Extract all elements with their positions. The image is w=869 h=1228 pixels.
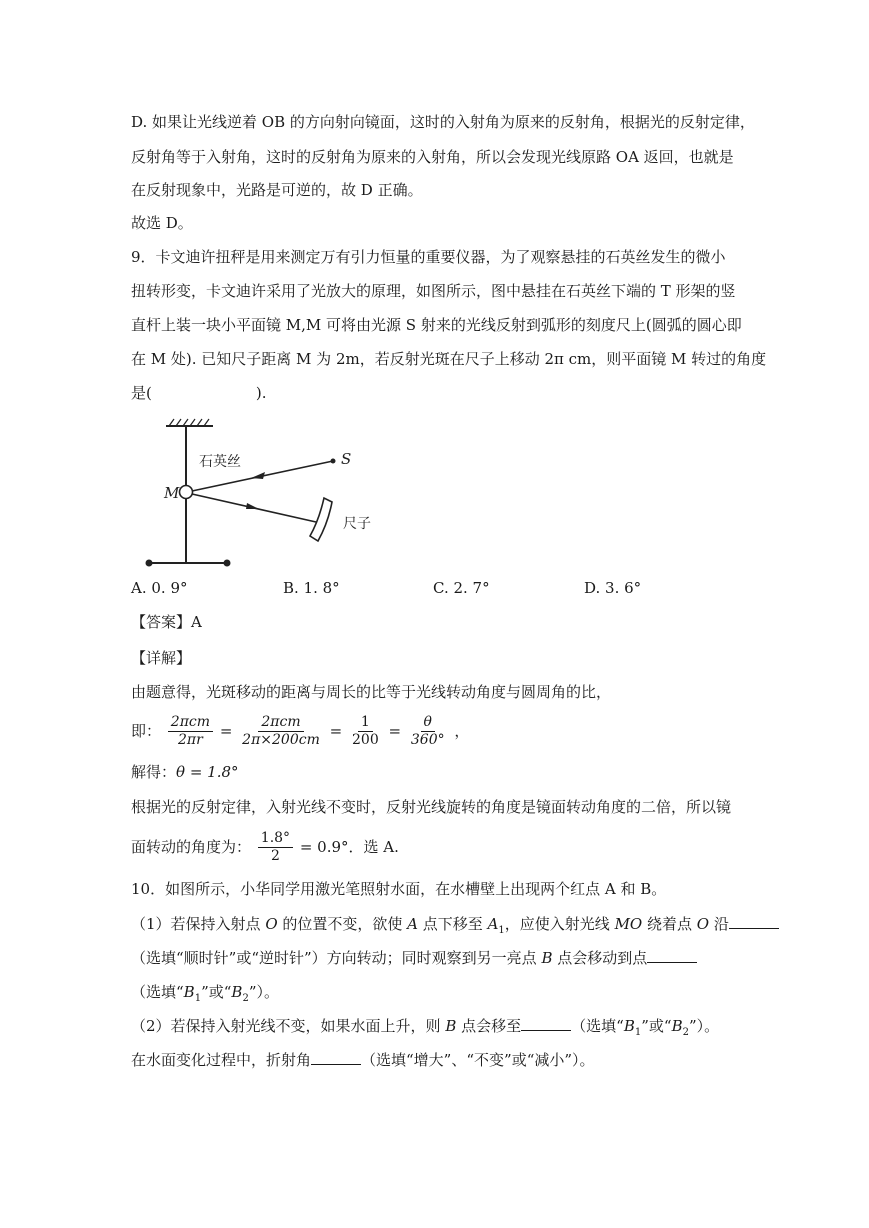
q10-part1-line-3: （选填“$B_1$”或“$B_2$”）。 bbox=[131, 983, 279, 1004]
blank-3 bbox=[521, 1030, 571, 1031]
incident-arrow bbox=[251, 472, 265, 479]
q9-paren-close: ). bbox=[255, 384, 267, 402]
ceiling-hatch bbox=[169, 419, 209, 426]
d-option-line-1: D. 如果让光线逆着 OB 的方向射向镜面，这时的入射角为原来的反射角，根据光的反射定律， bbox=[131, 113, 755, 131]
light-source-s bbox=[331, 459, 336, 464]
detail3-label: 面转动的角度为： bbox=[131, 838, 252, 856]
q9-line-2: 扭转形变，卡文迪许采用了光放大的原理，如图所示，图中悬挂在石英丝下端的 T 形架的竖 bbox=[131, 282, 736, 300]
left-ball bbox=[146, 560, 153, 567]
mirror-m bbox=[180, 486, 193, 499]
detail-line-2: 根据光的反射定律，入射光线不变时，反射光线旋转的角度是镜面转动角度的二倍，所以镜 bbox=[131, 798, 732, 816]
solve-line bbox=[131, 762, 239, 782]
blank-2 bbox=[647, 962, 697, 963]
theta-result: θ = 1.8° bbox=[176, 763, 239, 781]
q9-line-4: 在 M 处). 已知尺子距离 M 为 2m，若反射光斑在尺子上移动 2π cm，则平面镜 M 转过的角度 bbox=[131, 350, 767, 368]
blank-4 bbox=[311, 1064, 361, 1065]
option-c: C. 2. 7° bbox=[433, 579, 490, 597]
detail-line-3 bbox=[131, 826, 399, 867]
comma: ， bbox=[454, 722, 470, 740]
curved-ruler bbox=[310, 498, 332, 541]
fraction-1: $\frac{\text{2πcm}}{2\pi r}$ bbox=[168, 714, 213, 749]
label-s: S bbox=[341, 450, 352, 468]
q9-line-3: 直杆上装一块小平面镜 M,M 可将由光源 S 射来的光线反射到弧形的刻度尺上(圆弧的圆心即 bbox=[131, 316, 742, 334]
q9-paren-open: 是( bbox=[131, 384, 152, 402]
label-quartz: 石英丝 bbox=[199, 454, 241, 470]
q10-part2-line-1: （2）若保持入射光线不变，如果水面上升，则 B 点会移至 （选填“$B_1$”或“$B_2$”）。 bbox=[131, 1017, 720, 1038]
reflected-arrow bbox=[246, 503, 259, 509]
option-a: A. 0. 9° bbox=[131, 579, 188, 597]
label-ruler: 尺子 bbox=[343, 516, 371, 532]
fraction-3: $\frac{1}{200}$ bbox=[352, 713, 379, 748]
d-option-line-3: 在反射现象中，光路是可逆的，故 D 正确。 bbox=[131, 181, 423, 199]
q9-line-5 bbox=[131, 383, 266, 403]
label-m: M bbox=[164, 484, 180, 502]
q9-line-1: 9．卡文迪许扭秤是用来测定万有引力恒量的重要仪器，为了观察悬挂的石英丝发生的微小 bbox=[131, 248, 726, 266]
equals-sign: = bbox=[329, 722, 343, 740]
right-ball bbox=[224, 560, 231, 567]
fraction-5: $\frac{1.8^\circ}{2}$ bbox=[258, 830, 293, 865]
torsion-balance-figure bbox=[131, 418, 396, 568]
answer-label: 【答案】A bbox=[131, 613, 202, 631]
equals-sign: = bbox=[388, 722, 402, 740]
solve-label: 解得： bbox=[131, 763, 177, 781]
equation-line bbox=[131, 710, 469, 751]
fraction-4: $\frac{\theta}{360^\circ}$ bbox=[410, 713, 445, 748]
blank-1 bbox=[729, 928, 779, 929]
fraction-2: $\frac{\text{2πcm}}{2\pi\times 200cm}$ bbox=[242, 713, 320, 748]
ji-label: 即： bbox=[131, 722, 162, 740]
option-d: D. 3. 6° bbox=[584, 579, 642, 597]
q10-part1-line-2: （选填“顺时针”或“逆时针”）方向转动；同时观察到另一亮点 B 点会移动到点 bbox=[131, 948, 697, 968]
d-option-line-2: 反射角等于入射角，这时的反射角为原来的入射角，所以会发现光线原路 OA 返回，也就是 bbox=[131, 148, 734, 166]
equals-sign: = bbox=[219, 722, 233, 740]
d-option-choose: 故选 D。 bbox=[131, 214, 193, 232]
detail-heading: 【详解】 bbox=[131, 649, 192, 667]
option-b: B. 1. 8° bbox=[283, 579, 340, 597]
q10-line-1: 10．如图所示，小华同学用激光笔照射水面，在水槽壁上出现两个红点 A 和 B。 bbox=[131, 880, 667, 898]
q10-part1-line-1: （1）若保持入射点 O 的位置不变，欲使 A 点下移至 $A_1$，应使入射光线 MO 绕着点 O 沿 bbox=[131, 914, 779, 941]
detail3-result: = 0.9°．选 A. bbox=[299, 838, 399, 856]
detail-line-1: 由题意得，光斑移动的距离与周长的比等于光线转动角度与圆周角的比， bbox=[131, 683, 612, 701]
q10-part2-line-2: 在水面变化过程中，折射角 （选填“增大”、“不变”或“减小”）。 bbox=[131, 1051, 595, 1069]
